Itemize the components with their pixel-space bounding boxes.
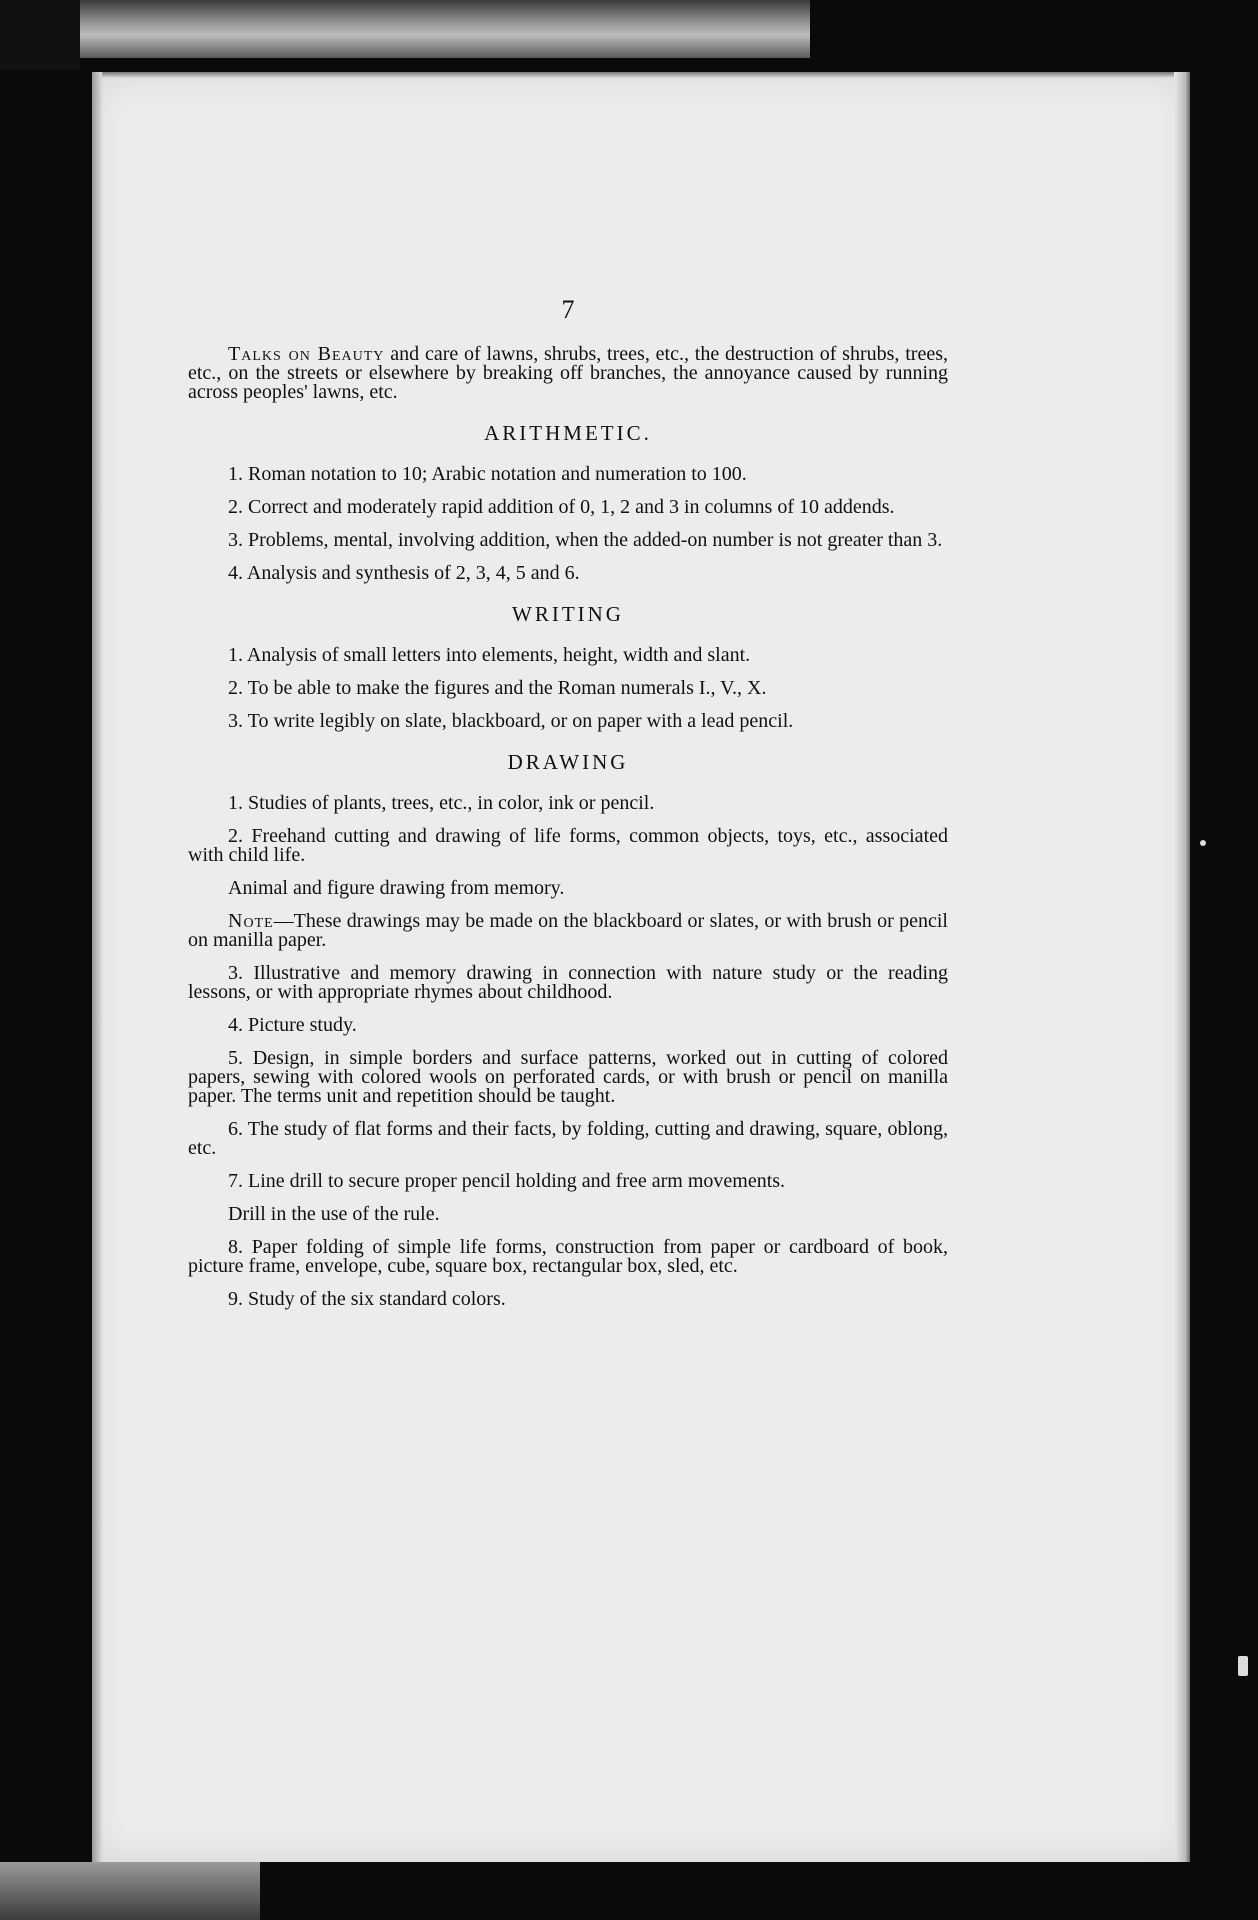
intro-paragraph (188, 345, 948, 402)
scan-top-corner (0, 0, 80, 70)
writing-item: 3. To write legibly on slate, blackboard, or on paper with a lead pencil. (228, 710, 794, 732)
drawing-heading: DRAWING (507, 750, 629, 774)
arithmetic-item: 4. Analysis and synthesis of 2, 3, 4, 5 and 6. (228, 562, 580, 584)
drawing-item: 7. Line drill to secure proper pencil holding and free arm movements. (228, 1170, 786, 1192)
page-top-edge (92, 72, 1190, 78)
drawing-item: 6. The study of flat forms and their facts, by folding, cutting and drawing, square, oblong, etc. (188, 1118, 948, 1159)
drawing-item: 3. Illustrative and memory drawing in connection with nature study or the reading lessons, or with appropriate rhymes about childhood. (188, 962, 948, 1003)
drawing-item: 1. Studies of plants, trees, etc., in color, ink or pencil. (228, 792, 655, 814)
drawing-item: 5. Design, in simple borders and surface patterns, worked out in cutting of colored papers, sewing with colored wools on perforated cards, or with brush or pencil on manilla paper. The terms unit and repetition should be taught. (188, 1047, 948, 1107)
note-text: —These drawings may be made on the blackboard or slates, or with brush or pencil on manilla paper. (188, 910, 948, 951)
drawing-item: 4. Picture study. (228, 1014, 357, 1036)
writing-item: 2. To be able to make the figures and the Roman numerals I., V., X. (228, 677, 767, 699)
scan-bottom-strip (0, 1862, 260, 1920)
arithmetic-item: 2. Correct and moderately rapid addition of 0, 1, 2 and 3 in columns of 10 addends. (228, 496, 895, 518)
writing-item: 1. Analysis of small letters into elements, height, width and slant. (228, 644, 751, 666)
drawing-item: 9. Study of the six standard colors. (228, 1288, 506, 1310)
scan-speck (1200, 840, 1206, 846)
drawing-item: 8. Paper folding of simple life forms, construction from paper or cardboard of book, picture frame, envelope, cube, square box, rectangular box, sled, etc. (188, 1236, 948, 1277)
intro-text: and care of lawns, shrubs, trees, etc., the destruction of shrubs, trees, etc., on the streets or elsewhere by breaking off branches, the annoyance caused by running across peoples' lawns, etc. (188, 343, 948, 403)
drawing-note (188, 912, 948, 950)
note-lead: Note (228, 910, 274, 932)
intro-lead: Talks on Beauty (228, 343, 385, 365)
page-number: 7 (561, 295, 575, 324)
scan-top-strip (0, 0, 810, 58)
page-left-edge (92, 72, 102, 1862)
writing-heading: WRITING (512, 602, 624, 626)
page-right-edge (1174, 72, 1190, 1862)
arithmetic-item: 1. Roman notation to 10; Arabic notation and numeration to 100. (228, 463, 747, 485)
page-content (188, 290, 948, 1323)
drawing-subline: Drill in the use of the rule. (228, 1203, 440, 1225)
drawing-item: 2. Freehand cutting and drawing of life forms, common objects, toys, etc., associated with child life. (188, 825, 948, 866)
drawing-subline: Animal and figure drawing from memory. (228, 877, 565, 899)
scan-speck (1238, 1656, 1248, 1676)
arithmetic-heading: ARITHMETIC. (484, 421, 652, 445)
arithmetic-item: 3. Problems, mental, involving addition, when the added-on number is not greater than 3. (228, 529, 943, 551)
